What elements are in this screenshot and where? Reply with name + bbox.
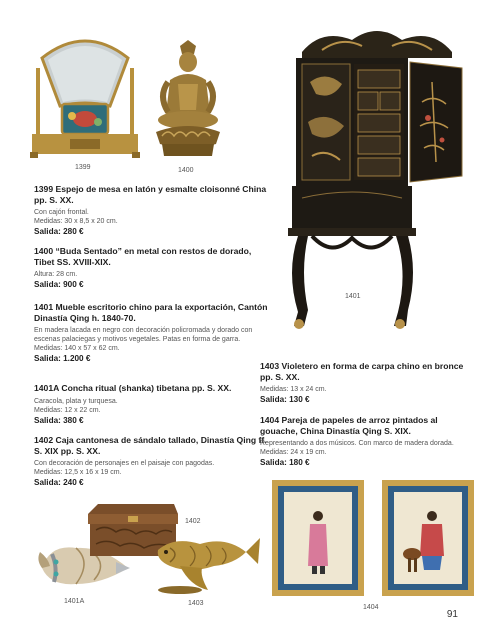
- entry-title: 1404 Pareja de papeles de arroz pintados al gouache, China Dinastía Qing S. XIX.: [260, 415, 438, 436]
- entry-price: Salida: 280 €: [34, 227, 84, 236]
- entry-description: Representando a dos músicos. Con marco de madera dorada. Medidas: 24 x 19 cm.: [260, 440, 454, 456]
- lot-label-1400: 1400: [178, 167, 194, 174]
- lot-label-1401A: 1401A: [64, 598, 85, 605]
- mirror-image: [30, 28, 140, 160]
- carp-vase-image: [150, 530, 262, 596]
- entry-1403: [260, 361, 466, 405]
- entry-price: Salida: 180 €: [260, 458, 310, 467]
- page-number: 91: [446, 609, 458, 620]
- lot-label-1399: 1399: [75, 164, 91, 171]
- entry-description: Caracola, plata y turquesa. Medidas: 12 x 22 cm.: [34, 397, 118, 414]
- cabinet-image: [282, 22, 472, 342]
- entry-price: Salida: 380 €: [34, 415, 84, 425]
- entry-title: 1400 “Buda Sentado” en metal con restos de dorado, Tibet SS. XVIII-XIX.: [34, 246, 252, 267]
- entry-title: 1403 Violetero en forma de carpa chino en bronce pp. S. XX.: [260, 361, 464, 382]
- rice-paper-paintings-image: [272, 476, 474, 600]
- lot-label-1401: 1401: [345, 293, 361, 300]
- entry-price: Salida: 1.200 €: [34, 354, 91, 363]
- entry-title: 1401A Concha ritual (shanka) tibetana pp. S. XX.: [34, 383, 232, 393]
- entry-title: 1399 Espejo de mesa en latón y esmalte cloisonné China pp. S. XX.: [34, 184, 267, 205]
- entry-price: Salida: 130 €: [260, 395, 310, 404]
- entry-1399: [34, 184, 270, 237]
- lot-label-1404: 1404: [363, 604, 379, 611]
- entry-price: Salida: 240 €: [34, 478, 84, 487]
- entry-1404: [260, 415, 466, 468]
- entry-price: Salida: 900 €: [34, 280, 84, 289]
- entry-1401: [34, 302, 270, 364]
- buddha-image: [152, 40, 224, 162]
- entry-description: Medidas: 13 x 24 cm.: [260, 386, 327, 393]
- entry-description: En madera lacada en negro con decoración policromada y dorado con escenas palaciegas y motivos vegetales. Patas en forma de garra. Medidas: 140 x 57 x 62 cm.: [34, 327, 253, 352]
- entry-title: 1402 Caja cantonesa de sándalo tallado, Dinastía Qing ff. S. XIX pp. S. XX.: [34, 435, 267, 456]
- entry-description: Altura: 28 cm.: [34, 271, 78, 278]
- entry-description: Con cajón frontal. Medidas: 30 x 8,5 x 20 cm.: [34, 209, 118, 225]
- entry-1402: [34, 435, 270, 488]
- entry-description: Con decoración de personajes en el paisaje con pagodas. Medidas: 12,5 x 16 x 19 cm.: [34, 460, 215, 476]
- entry-1401A: [34, 383, 270, 426]
- lot-label-1403: 1403: [188, 600, 204, 607]
- lot-label-1402: 1402: [185, 518, 201, 525]
- entry-1400: [34, 246, 270, 290]
- entry-title: 1401 Mueble escritorio chino para la exportación, Cantón Dinastía Qing h. 1840-70.: [34, 302, 268, 323]
